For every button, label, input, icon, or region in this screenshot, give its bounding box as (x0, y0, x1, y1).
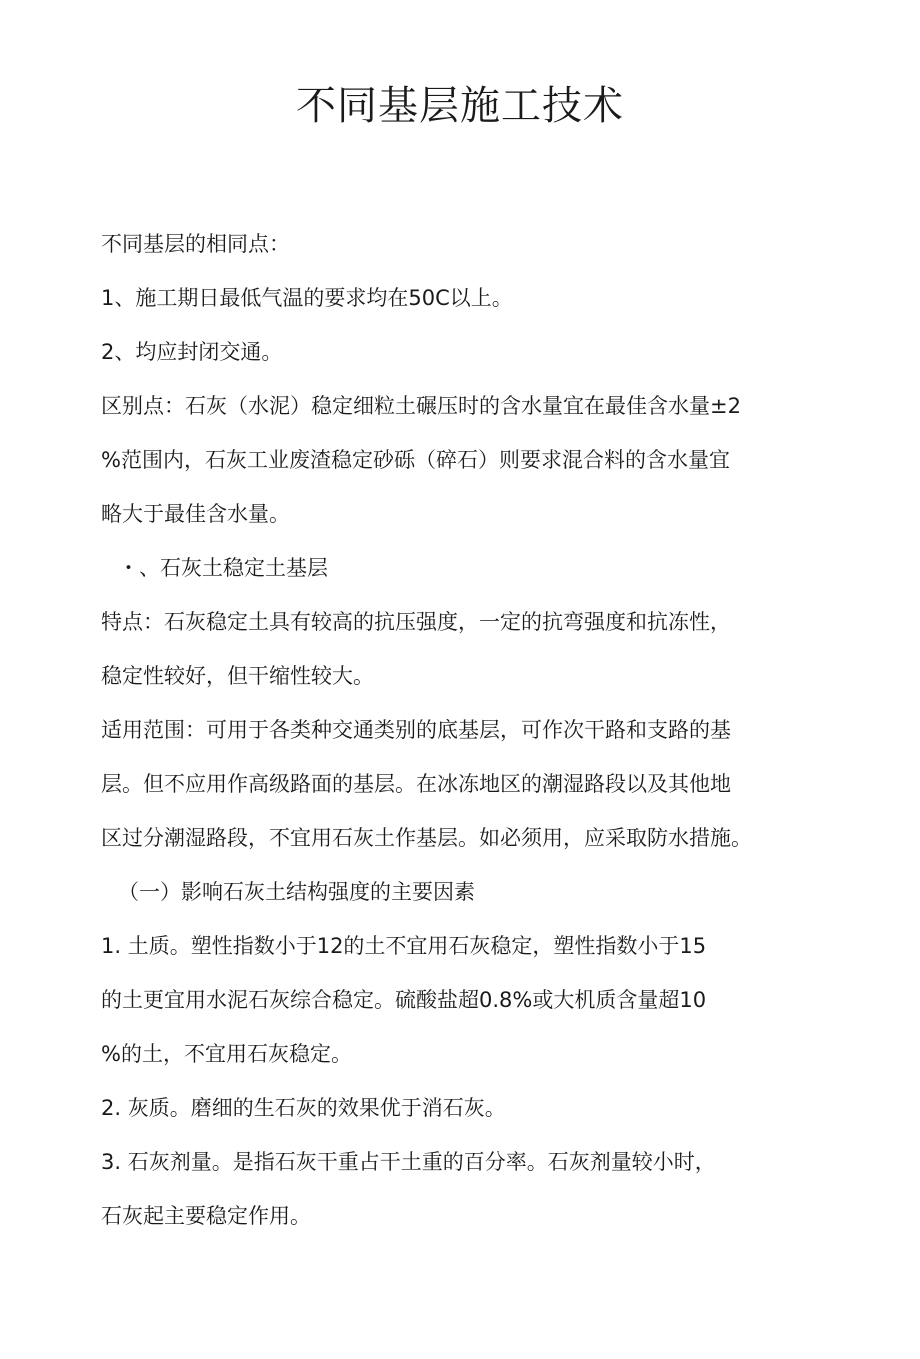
text-line-factor-3a: 3. 石灰剂量。是指石灰干重占干土重的百分率。石灰剂量较小时， (101, 1150, 716, 1174)
text-line-differences-2: %范围内，石灰工业废渣稳定砂砾（碎石）则要求混合料的含水量宜 (101, 448, 730, 472)
text-line-features-1: 特点：石灰稳定土具有较高的抗压强度，一定的抗弯强度和抗冻性， (101, 610, 731, 634)
document-title: 不同基层施工技术 (296, 83, 624, 129)
text-line-features-2: 稳定性较好，但干缩性较大。 (101, 664, 374, 688)
text-line-factor-1c: %的土，不宜用石灰稳定。 (101, 1042, 352, 1066)
section-heading-lime-soil: ・、石灰土稳定土基层 (118, 556, 328, 580)
text-line-factor-2: 2. 灰质。磨细的生石灰的效果优于消石灰。 (101, 1096, 506, 1120)
text-line-scope-2: 层。但不应用作高级路面的基层。在冰冻地区的潮湿路段以及其他地 (101, 772, 731, 796)
subsection-heading-factors: （一）影响石灰土结构强度的主要因素 (118, 880, 475, 904)
text-line-factor-1b: 的土更宜用水泥石灰综合稳定。硫酸盐超0.8%或大机质含量超10 (101, 988, 707, 1012)
text-line-similarity-2: 2、均应封闭交通。 (101, 340, 283, 364)
text-line-scope-1: 适用范围：可用于各类种交通类别的底基层，可作次干路和支路的基 (101, 718, 731, 742)
text-line-differences-3: 略大于最佳含水量。 (101, 502, 290, 526)
text-line-factor-3b: 石灰起主要稳定作用。 (101, 1204, 311, 1228)
text-line-similarities-heading: 不同基层的相同点： (101, 232, 290, 256)
text-line-factor-1a: 1. 土质。塑性指数小于12的土不宜用石灰稳定，塑性指数小于15 (101, 934, 707, 958)
text-line-similarity-1: 1、施工期日最低气温的要求均在50C以上。 (101, 286, 513, 310)
text-line-scope-3: 区过分潮湿路段，不宜用石灰土作基层。如必须用，应采取防水措施。 (101, 826, 752, 850)
text-line-differences-1: 区别点：石灰（水泥）稳定细粒土碾压时的含水量宜在最佳含水量±2 (101, 394, 741, 418)
